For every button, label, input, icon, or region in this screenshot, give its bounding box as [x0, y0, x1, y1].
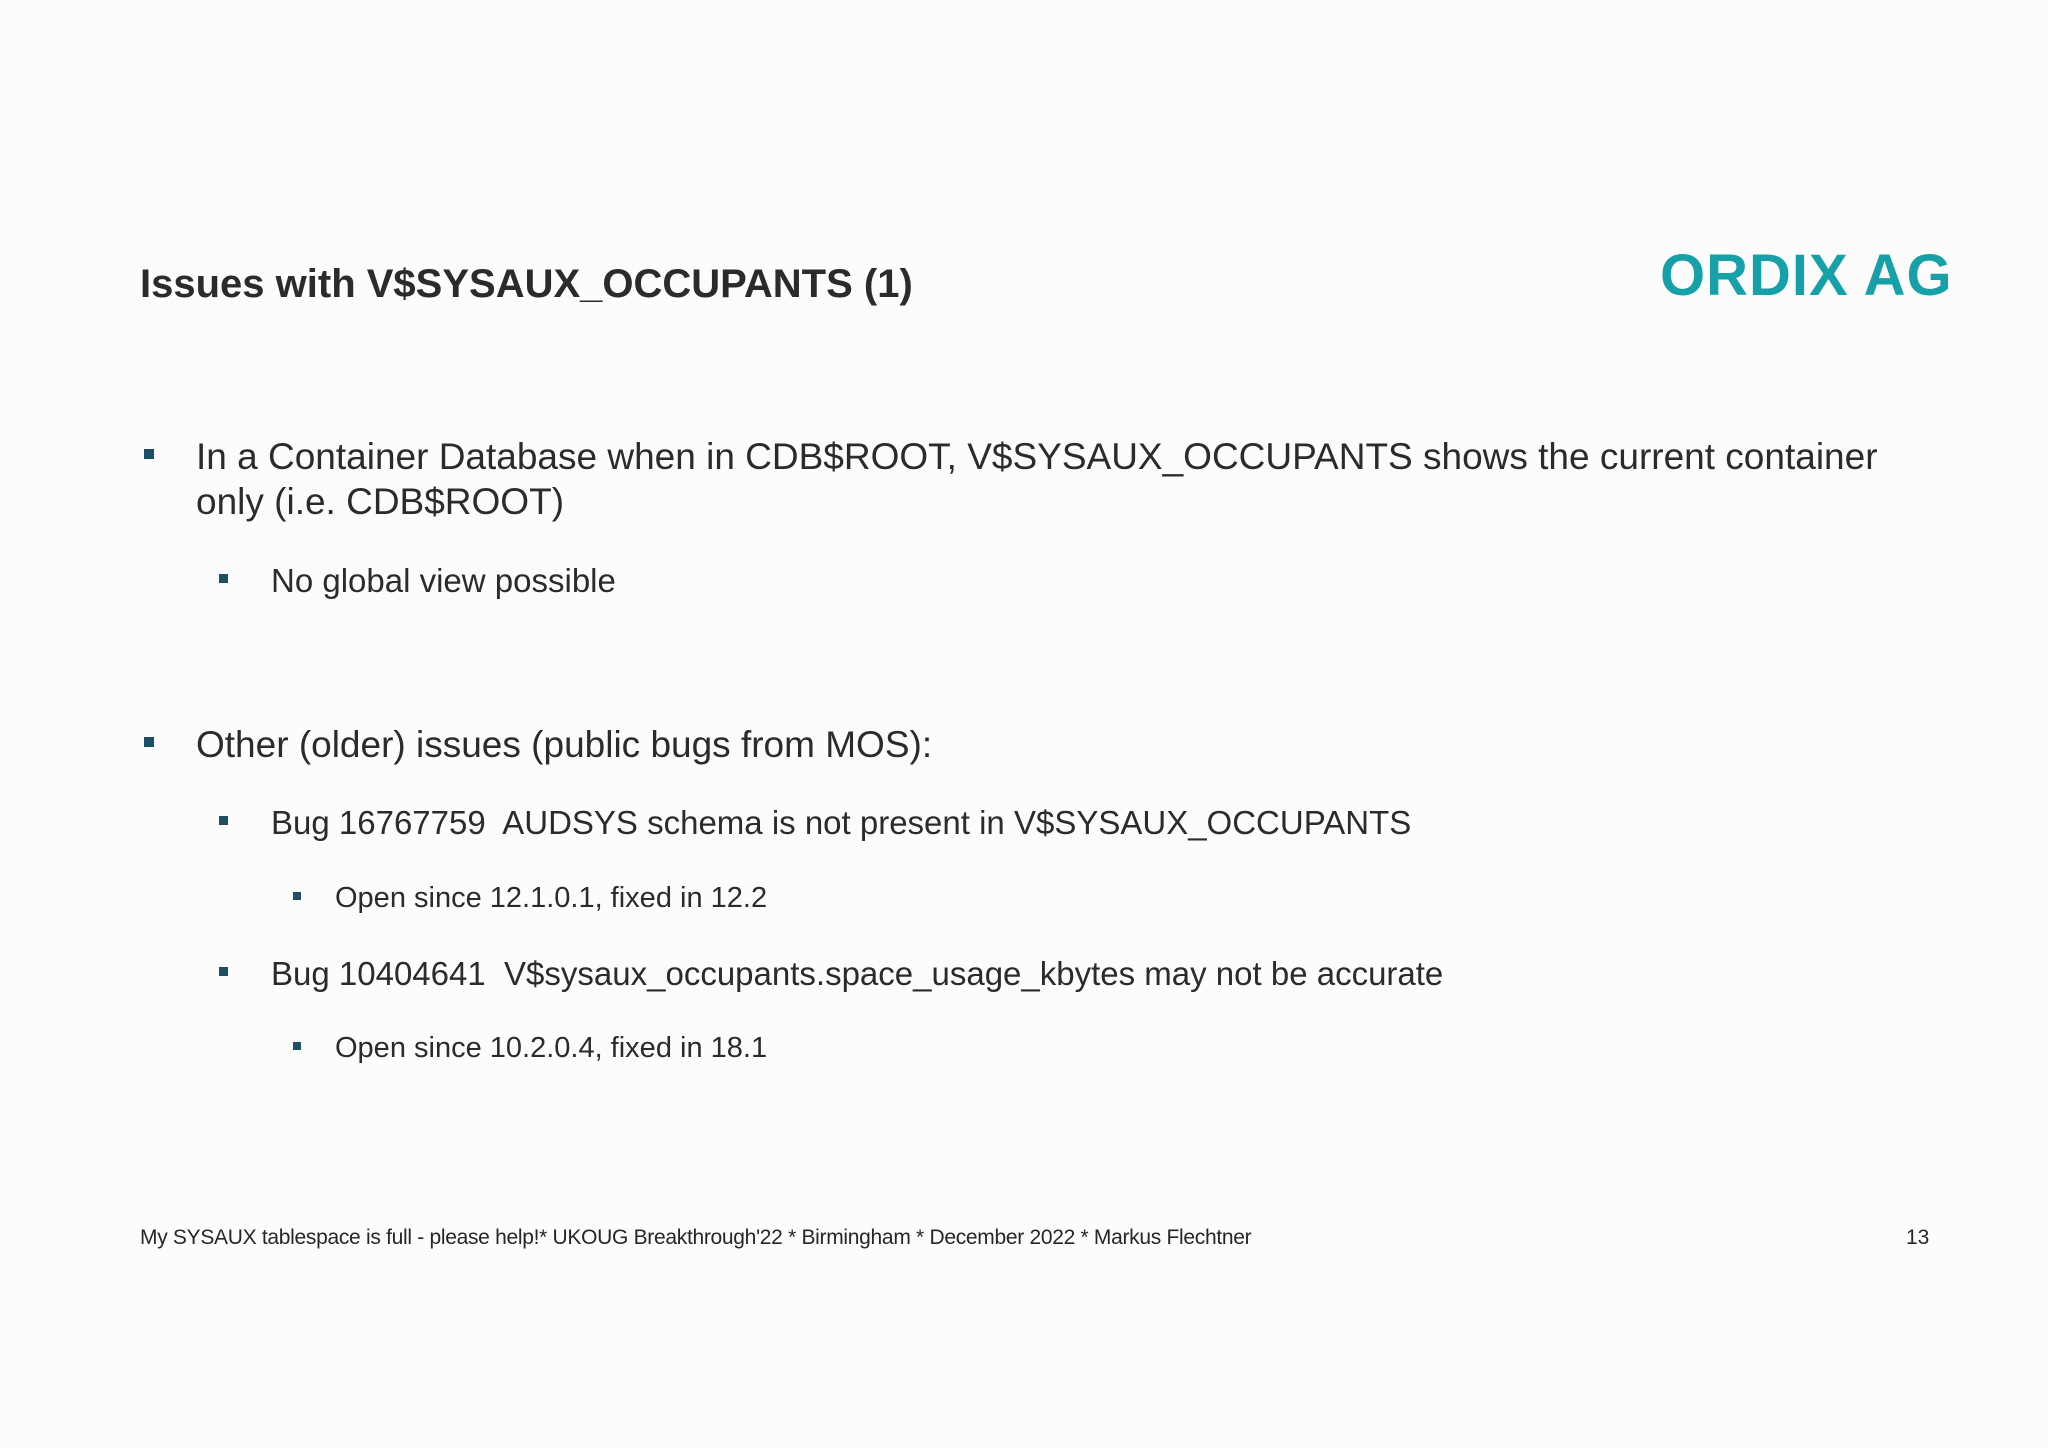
- bullet-text: Other (older) issues (public bugs from MOS):: [196, 724, 933, 765]
- bullet-other-issues: [144, 722, 932, 767]
- bullet-no-global-view: [219, 561, 616, 601]
- slide-title: Issues with V$SYSAUX_OCCUPANTS (1): [140, 262, 913, 306]
- bullet-bug-10404641: [219, 954, 1443, 994]
- bullet-square-icon: [144, 449, 154, 459]
- bullet-container-db: [144, 434, 1934, 524]
- bullet-bug-16767759-status: [293, 881, 767, 915]
- bullet-text: Bug 10404641 V$sysaux_occupants.space_usage_kbytes may not be accurate: [271, 955, 1444, 992]
- bullet-text: In a Container Database when in CDB$ROOT, V$SYSAUX_OCCUPANTS shows the current container only (i.e. CDB$ROOT): [196, 436, 1878, 522]
- bullet-text: Open since 10.2.0.4, fixed in 18.1: [335, 1032, 768, 1064]
- bullet-bug-16767759: [219, 803, 1411, 843]
- bullet-square-icon: [219, 816, 228, 825]
- bullet-text: No global view possible: [271, 562, 616, 599]
- ordix-logo: ORDIX AG: [1660, 243, 1953, 308]
- bullet-square-icon: [219, 574, 228, 583]
- bullet-square-icon: [144, 737, 154, 747]
- bullet-text: Bug 16767759 AUDSYS schema is not present in V$SYSAUX_OCCUPANTS: [271, 804, 1412, 841]
- slide-footer: My SYSAUX tablespace is full - please help!* UKOUG Breakthrough'22 * Birmingham * December 2022 * Markus Flechtner: [140, 1226, 1252, 1249]
- bullet-square-icon: [293, 1042, 301, 1050]
- bullet-square-icon: [293, 892, 301, 900]
- bullet-square-icon: [219, 967, 228, 976]
- bullet-bug-10404641-status: [293, 1031, 767, 1065]
- page-number: 13: [1906, 1226, 1930, 1249]
- bullet-text: Open since 12.1.0.1, fixed in 12.2: [335, 882, 768, 914]
